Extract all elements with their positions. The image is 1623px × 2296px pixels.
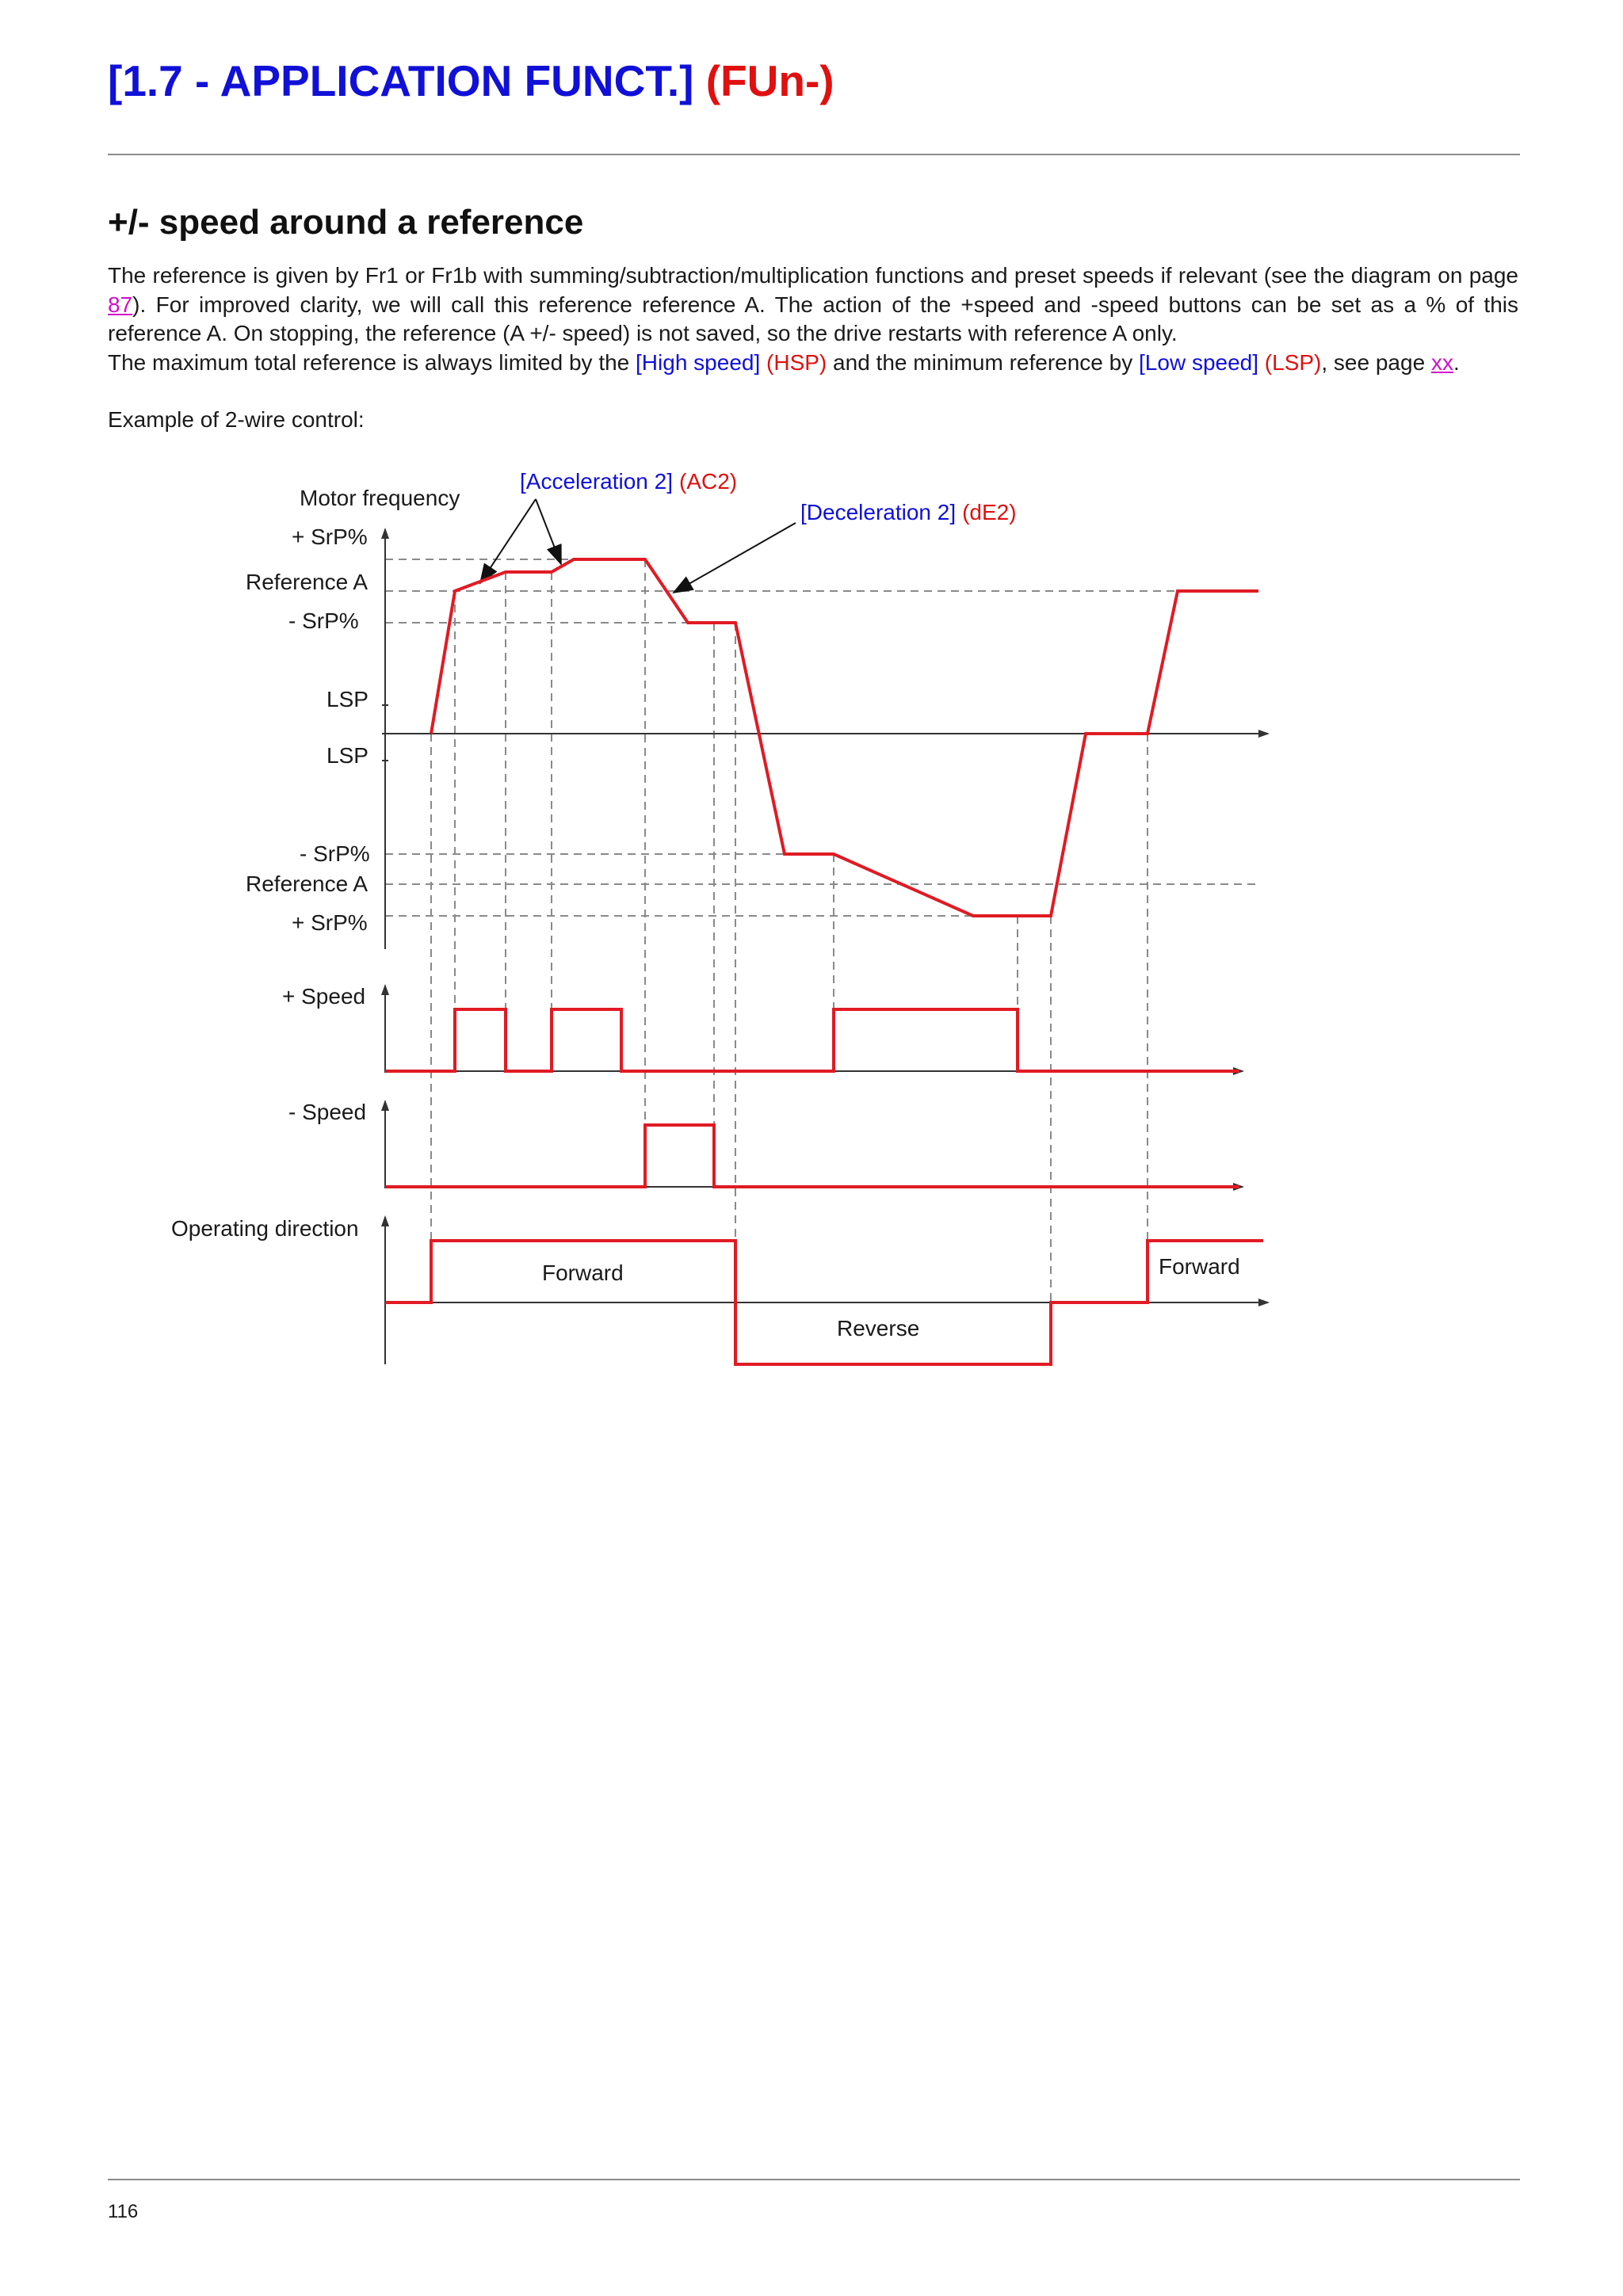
plus-speed-trace	[385, 1009, 1239, 1071]
para2-text-a: The maximum total reference is always limited by the	[108, 349, 636, 375]
minus-speed-trace	[385, 1125, 1239, 1187]
forward-label-1: Forward	[542, 1261, 624, 1285]
title-blue-part: [1.7 - APPLICATION FUNCT.]	[108, 56, 694, 105]
operating-direction-label: Operating direction	[171, 1216, 359, 1241]
timing-diagram	[0, 444, 1623, 1394]
upper-reference-a-label: Reference A	[246, 570, 369, 594]
dec2-arrow	[674, 523, 796, 593]
minus-speed-label: - Speed	[288, 1100, 367, 1124]
page-number: 116	[108, 2201, 139, 2222]
hsp-code: (HSP)	[766, 349, 827, 375]
upper-plus-srp-label: + SrP%	[292, 524, 368, 549]
para2-text-b: and the minimum reference by	[827, 349, 1140, 375]
para1-text-a: The reference is given by Fr1 or Fr1b with summing/subtraction/multiplication functions and preset speeds if relevant (see the diagram on page	[108, 263, 1518, 288]
page-title	[108, 55, 834, 106]
page-xx-link[interactable]: xx	[1430, 349, 1453, 375]
page-87-link[interactable]: 87	[108, 292, 133, 317]
upper-lsp-label: LSP	[327, 687, 369, 711]
title-red-part: (FUn-)	[705, 56, 834, 105]
para2-text-d: .	[1453, 349, 1460, 375]
example-label: Example of 2-wire control:	[108, 407, 365, 432]
lower-plus-srp-label: + SrP%	[292, 910, 368, 935]
para2-text-c: , see page	[1321, 349, 1431, 375]
lsp-code: (LSP)	[1264, 349, 1322, 375]
paragraph-2	[108, 349, 1518, 378]
para1-text-b: ). For improved clarity, we will call this reference reference A. The action of the +speed and -speed buttons can be set as a % of this reference A. On stopping, the reference (A +/- speed) is not saved, so the drive restarts with reference A only.	[108, 292, 1518, 345]
section-heading: +/- speed around a reference	[108, 203, 584, 242]
acc2-arrow-right	[536, 499, 561, 564]
acceleration-2-callout: [Acceleration 2] (AC2)	[520, 469, 738, 494]
deceleration-2-callout: [Deceleration 2] (dE2)	[800, 500, 1017, 524]
lower-reference-a-label: Reference A	[246, 871, 369, 896]
paragraph-1	[108, 261, 1518, 349]
lower-lsp-label: LSP	[327, 743, 369, 768]
reverse-label: Reverse	[837, 1316, 920, 1341]
callout-arrows	[480, 499, 796, 593]
body-text	[108, 261, 1518, 377]
footer-rule	[108, 2179, 1520, 2180]
axes	[382, 529, 1268, 1364]
lower-minus-srp-label: - SrP%	[300, 841, 370, 866]
header-rule	[108, 154, 1520, 155]
forward-label-2: Forward	[1159, 1254, 1240, 1279]
motor-frequency-label: Motor frequency	[300, 486, 460, 510]
horizontal-guides	[385, 559, 1260, 916]
plus-speed-label: + Speed	[282, 984, 366, 1009]
upper-minus-srp-label: - SrP%	[288, 608, 359, 633]
lsp-name: [Low speed]	[1139, 349, 1259, 375]
motor-frequency-trace	[431, 559, 1258, 916]
hsp-name: [High speed]	[636, 349, 761, 375]
vertical-guides	[431, 559, 1148, 1364]
